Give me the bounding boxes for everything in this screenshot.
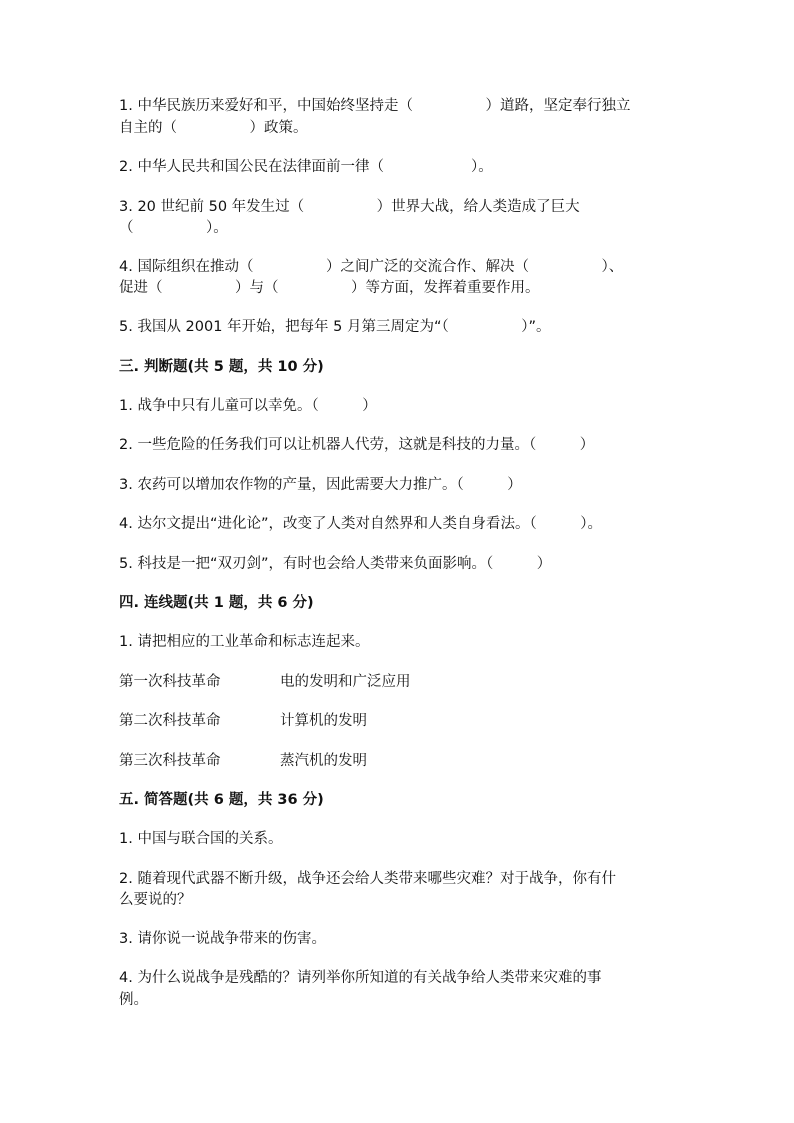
judgement-q4: 4. 达尔文提出“进化论”，改变了人类对自然界和人类自身看法。（ ）。 [119,516,602,532]
judgement-q5: 5. 科技是一把“双刃剑”，有时也会给人类带来负面影响。（ ） [119,556,552,572]
judgement-q1: 1. 战争中只有儿童可以幸免。（ ） [119,398,377,414]
short-answer-q4-line2: 例。 [119,992,148,1008]
fill-blank-q1-line1: 1. 中华民族历来爱好和平，中国始终坚持走（ ）道路，坚定奉行独立 [119,98,631,114]
matching-left-item: 第二次科技革命 [119,713,221,729]
fill-blank-q3-line1: 3. 20 世纪前 50 年发生过（ ）世界大战，给人类造成了巨大 [119,199,580,215]
fill-blank-q4-line1: 4. 国际组织在推动（ ）之间广泛的交流合作、解决（ ）、 [119,259,624,275]
section-heading-short-answer: 五. 简答题(共 6 题，共 36 分) [119,792,324,808]
short-answer-q4-line1: 4. 为什么说战争是残酷的？请列举你所知道的有关战争给人类带来灾难的事 [119,970,602,986]
fill-blank-q2: 2. 中华人民共和国公民在法律面前一律（ ）。 [119,159,493,175]
short-answer-q2-line2: 么要说的？ [119,892,192,908]
short-answer-q3: 3. 请你说一说战争带来的伤害。 [119,931,326,947]
matching-right-item: 蒸汽机的发明 [280,753,367,769]
matching-left-item: 第一次科技革命 [119,674,221,690]
fill-blank-q1-line2: 自主的（ ）政策。 [119,120,308,136]
short-answer-q1: 1. 中国与联合国的关系。 [119,831,283,847]
fill-blank-q3-line2: （ ）。 [119,220,228,236]
section-heading-matching: 四. 连线题(共 1 题，共 6 分) [119,595,314,611]
matching-left-item: 第三次科技革命 [119,753,221,769]
short-answer-q2-line1: 2. 随着现代武器不断升级，战争还会给人类带来哪些灾难？对于战争，你有什 [119,871,616,887]
section-heading-judgement: 三. 判断题(共 5 题，共 10 分) [119,359,324,375]
fill-blank-q5: 5. 我国从 2001 年开始，把每年 5 月第三周定为“（ ）”。 [119,319,551,335]
judgement-q2: 2. 一些危险的任务我们可以让机器人代劳，这就是科技的力量。（ ） [119,437,595,453]
judgement-q3: 3. 农药可以增加农作物的产量，因此需要大力推广。（ ） [119,477,522,493]
fill-blank-q4-line2: 促进（ ）与（ ）等方面，发挥着重要作用。 [119,280,540,296]
matching-right-item: 电的发明和广泛应用 [280,674,411,690]
matching-right-item: 计算机的发明 [280,713,367,729]
matching-q1: 1. 请把相应的工业革命和标志连起来。 [119,634,370,650]
